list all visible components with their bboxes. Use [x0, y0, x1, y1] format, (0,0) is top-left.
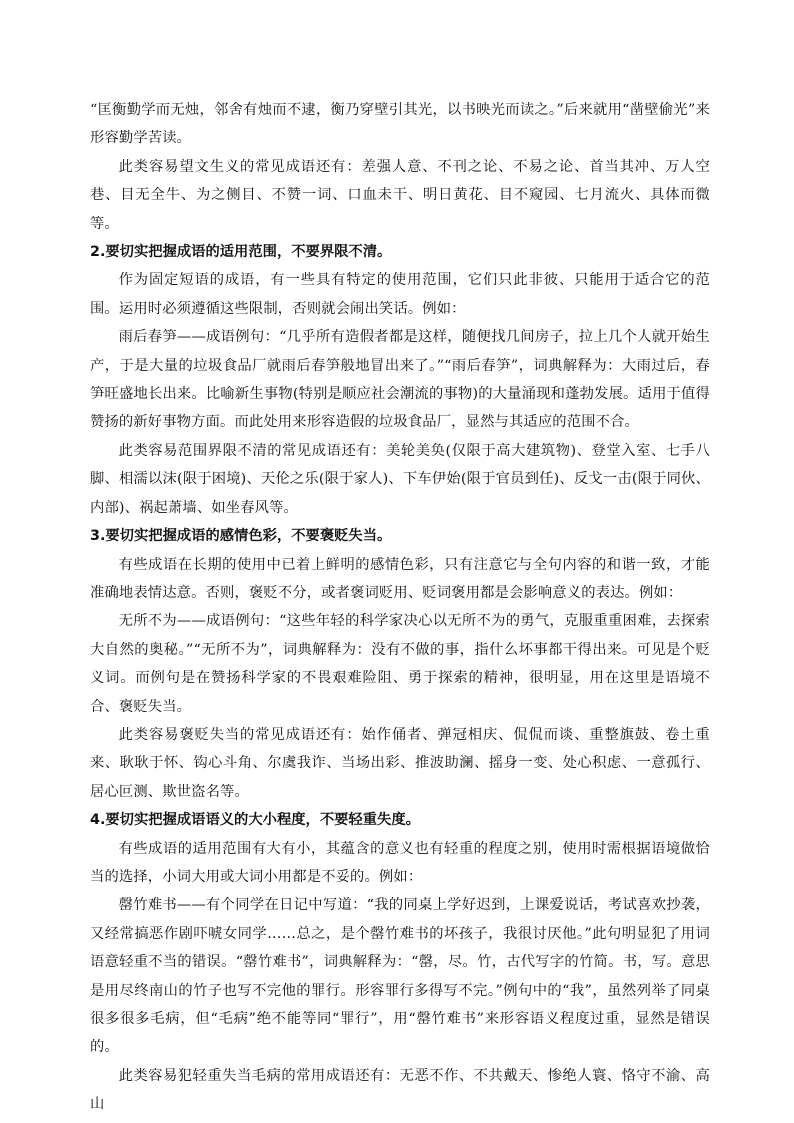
paragraph-6: 有些成语在长期的使用中已着上鲜明的感情色彩，只有注意它与全句内容的和谐一致，才能准确地表情达意。否则，褒贬不分，或者褒词贬用、贬词褒用都是会影响意义的表达。例如：	[90, 556, 710, 601]
paragraph-3: 作为固定短语的成语，有一些具有特定的使用范围，它们只此非彼、只能用于适合它的范围。运用时必须遵循这些限制，否则就会闹出笑话。例如：	[90, 272, 710, 317]
section-heading-3: 3.要切实把握成语的感情色彩，不要褒贬失当。	[90, 528, 392, 545]
paragraph-8: 此类容易褒贬失当的常见成语还有：始作俑者、弹冠相庆、侃侃而谈、重整旗鼓、卷土重来、耿耿于怀、钩心斗角、尔虞我诈、当场出彩、推波助澜、摇身一变、处心积虑、一意孤行、居心叵测、欺世盗名等。	[90, 726, 710, 800]
paragraph-10: 罄竹难书——有个同学在日记中写道：“我的同桌上学好迟到，上课爱说话，考试喜欢抄袭，又经常搞恶作剧吓唬女同学……总之，是个罄竹难书的坏孩子，我很讨厌他。”此句明显犯了用词语意轻重不当的错误。“罄竹难书”，词典解释为：“罄，尽。竹，古代写字的竹简。书，写。意思是用尽终南山的竹子也写不完他的罪行。形容罪行多得写不完。”例句中的“我”，虽然列举了同桌很多很多毛病，但“毛病”绝不能等同“罪行”，用“罄竹难书”来形容语义程度过重，显然是错误的。	[90, 897, 710, 1056]
paragraph-1: “匡衡勤学而无烛，邻舍有烛而不逮，衡乃穿壁引其光，以书映光而读之。”后来就用“凿壁偷光”来形容勤学苦读。	[90, 102, 710, 147]
paragraph-9: 有些成语的适用范围有大有小，其蕴含的意义也有轻重的程度之别，使用时需根据语境做恰当的选择，小词大用或大词小用都是不妥的。例如：	[90, 840, 710, 885]
paragraph-11: 此类容易犯轻重失当毛病的常用成语还有：无恶不作、不共戴天、惨绝人寰、恪守不渝、高山	[90, 1067, 710, 1113]
paragraph-5: 此类容易范围界限不清的常见成语还有：美轮美奂(仅限于高大建筑物)、登堂入室、七手八脚、相濡以沫(限于困境)、天伦之乐(限于家人)、下车伊始(限于官员到任)、反戈一击(限于同伙、内部)、祸起萧墙、如坐春风等。	[90, 442, 710, 516]
paragraph-7: 无所不为——成语例句：“这些年轻的科学家决心以无所不为的勇气，克服重重困难，去探索大自然的奥秘。”“无所不为”，词典解释为：没有不做的事，指什么坏事都干得出来。可见是个贬义词。而例句是在赞扬科学家的不畏艰难险阻、勇于探索的精神，很明显，用在这里是语境不合、褒贬失当。	[90, 613, 710, 715]
paragraph-2: 此类容易望文生义的常见成语还有：差强人意、不刊之论、不易之论、首当其冲、万人空巷、目无全牛、为之侧目、不赞一词、口血未干、明日黄花、目不窥园、七月流火、具体而微等。	[90, 158, 710, 232]
paragraph-4: 雨后春笋——成语例句：“几乎所有造假者都是这样，随便找几间房子，拉上几个人就开始生产，于是大量的垃圾食品厂就雨后春笋般地冒出来了。”“雨后春笋”，词典解释为：大雨过后，春笋旺盛地长出来。比喻新生事物(特别是顺应社会潮流的事物)的大量涌现和蓬勃发展。适用于值得赞扬的新好事物方面。而此处用来形容造假的垃圾食品厂，显然与其适应的范围不合。	[90, 329, 710, 431]
section-heading-4: 4.要切实把握成语语义的大小程度，不要轻重失度。	[90, 812, 420, 829]
section-heading-2: 2.要切实把握成语的适用范围，不要界限不清。	[90, 244, 392, 261]
